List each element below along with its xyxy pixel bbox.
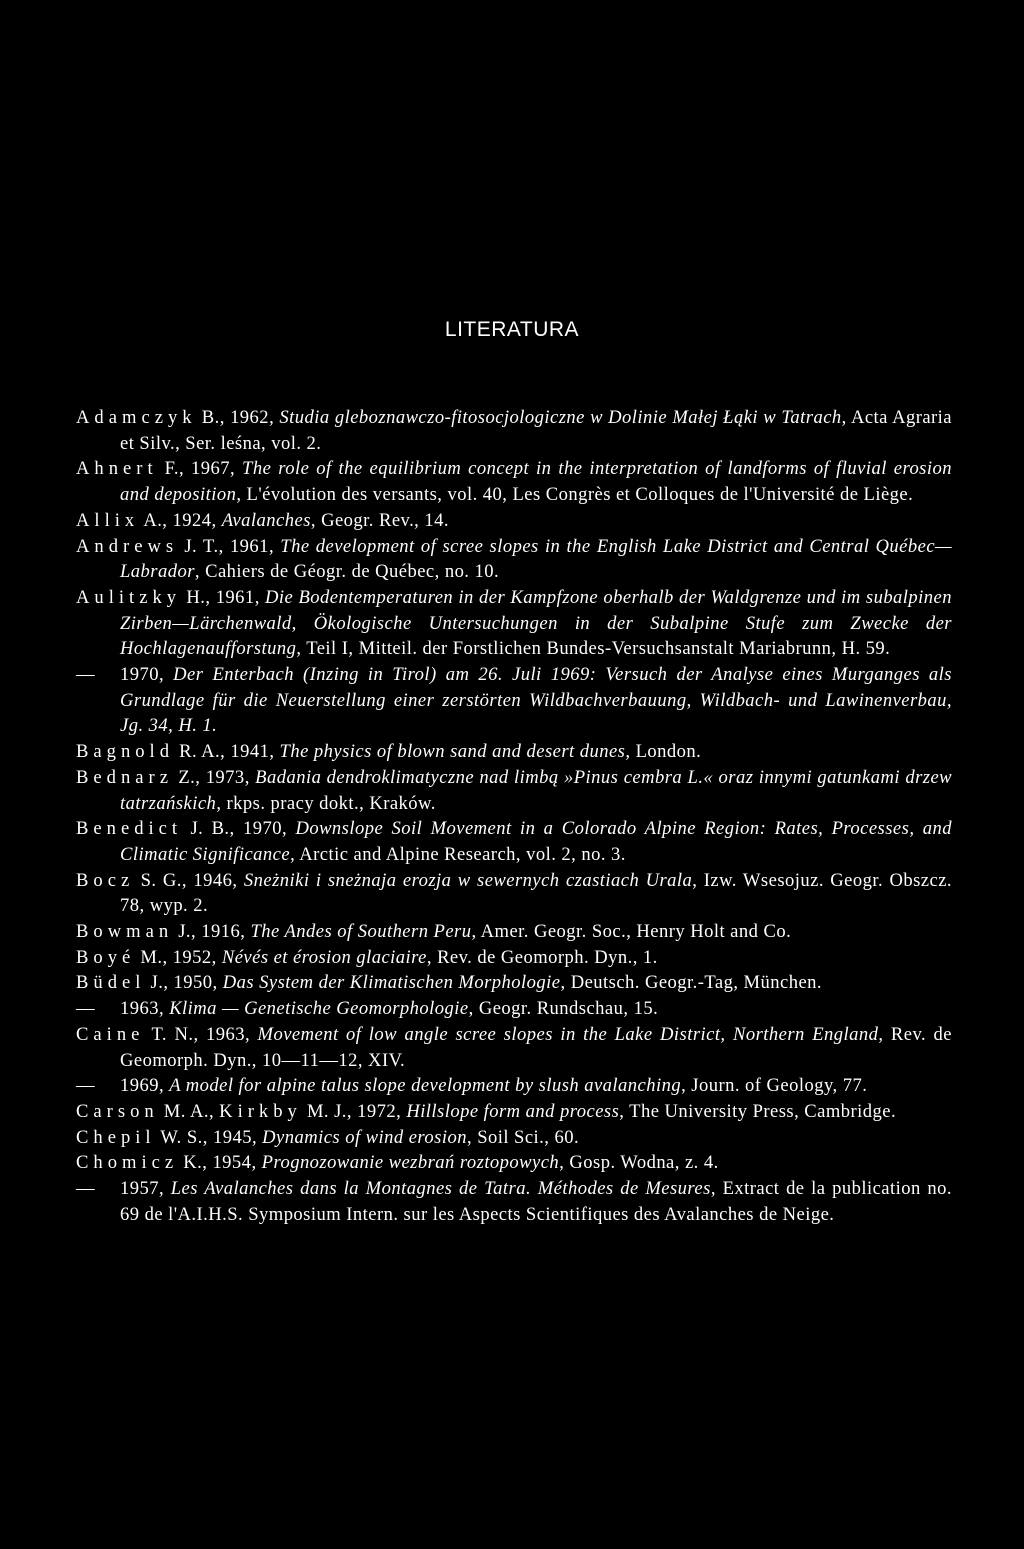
author-initials: T. N. xyxy=(151,1023,194,1045)
reference-entry: Chepil W. S., 1945, Dynamics of wind erosion, Soil Sci., 60. xyxy=(76,1126,580,1148)
author-name: Allix xyxy=(76,509,140,531)
author-name: Bagnold xyxy=(76,741,175,763)
year: 1972 xyxy=(357,1100,397,1122)
work-title: Das System der Klimatischen Morphologie xyxy=(222,972,561,994)
author-initials: J. T. xyxy=(184,535,219,557)
reference-entry: Chomicz K., 1954, Prognozowanie wezbrań roztopowych, Gosp. Wodna, z. 4. xyxy=(76,1152,719,1174)
source: Wildbach- und Lawinenverbau, Jg. 34, H. 1. xyxy=(120,689,952,737)
year: 1970 xyxy=(120,664,159,686)
ditto-dash: — xyxy=(76,998,96,1020)
year: 1946 xyxy=(193,869,233,891)
author-name: Kirkby xyxy=(219,1100,302,1122)
source: Cahiers de Géogr. de Québec, no. 10. xyxy=(205,561,500,583)
work-title: Sneżniki i sneżnaja erozja w sewernych czastiach Urala xyxy=(243,869,693,891)
year: 1973 xyxy=(205,766,245,788)
year: 1967 xyxy=(191,458,231,480)
author-initials: R. A. xyxy=(179,741,221,763)
year: 1957 xyxy=(120,1178,159,1200)
work-title: Badania dendroklimatyczne nad limbą »Pinus cembra L.« oraz innymi gatunkami drzew tatrzańskich xyxy=(120,766,952,814)
author-initials: J. B. xyxy=(190,818,230,840)
source: The University Press, Cambridge. xyxy=(629,1100,897,1122)
work-title: Der Enterbach (Inzing in Tirol) am 26. Juli 1969: Versuch der Analyse eines Murganges als Grundlage für die Neuerstellung einer zerstörten Wildbachverbauung xyxy=(120,664,952,711)
source: Gosp. Wodna, z. 4. xyxy=(569,1152,719,1174)
author-initials: K. xyxy=(183,1152,203,1174)
reference-entry: — 1969, A model for alpine talus slope development by slush avalanching, Journ. of Geology, 77. xyxy=(76,1073,952,1099)
work-title: The role of the equilibrium concept in the interpretation of landforms of fluvial erosion and deposition xyxy=(120,458,952,506)
year: 1961 xyxy=(215,586,255,608)
author-name: Carson xyxy=(76,1100,159,1122)
reference-entry: Adamczyk B., 1962, Studia gleboznawczo-fitosocjologiczne w Dolinie Małej Łąki w Tatrach, Acta Agraria et Silv., Ser. leśna, vol. 2. xyxy=(76,407,952,454)
work-title: Avalanches xyxy=(221,509,311,531)
author-name: Bocz xyxy=(76,869,135,891)
source: Arctic and Alpine Research, vol. 2, no. 3. xyxy=(299,843,626,865)
reference-entry: Bednarz Z., 1973, Badania dendroklimatyczne nad limbą »Pinus cembra L.« oraz innymi gatunkami drzew tatrzańskich, rkps. pracy dokt., Kraków. xyxy=(76,766,952,814)
ditto-dash: — xyxy=(76,664,96,686)
author-initials: B. xyxy=(201,407,220,428)
work-title: A model for alpine talus slope development by slush avalanching xyxy=(169,1075,682,1097)
author-name: Bowman xyxy=(76,921,174,943)
source: L'évolution des versants, vol. 40, Les Congrès et Colloques de l'Université de Liège. xyxy=(246,484,914,506)
work-title: Movement of low angle scree slopes in the Lake District, Northern England xyxy=(257,1023,879,1045)
author-name: Chepil xyxy=(76,1126,156,1148)
author-name: Adamczyk xyxy=(76,407,197,428)
year: 1916 xyxy=(201,921,241,943)
source: Geogr. Rev., 14. xyxy=(321,509,449,531)
source: Izw. Wsesojuz. Geogr. Obszcz. 78, wyp. 2. xyxy=(120,869,953,917)
reference-entry: Ahnert F., 1967, The role of the equilibrium concept in the interpretation of landforms of fluvial erosion and deposition, L'évolution des versants, vol. 40, Les Congrès et Colloques de l'Université de Liège. xyxy=(76,458,952,506)
reference-entry: Andrews J. T., 1961, The development of scree slopes in the English Lake District and Central Québec—Labrador, Cahiers de Géogr. de Québec, no. 10. xyxy=(76,535,953,583)
work-title: Studia gleboznawczo-fitosocjologiczne w Dolinie Małej Łąki w Tatrach xyxy=(279,407,842,428)
author-initials: A. xyxy=(143,509,163,531)
year: 1961 xyxy=(229,535,269,557)
reference-entry: Aulitzky H., 1961, Die Bodentemperaturen in der Kampfzone oberhalb der Waldgrenze und im subalpinen Zirben—Lärchenwald, Ökologische Untersuchungen in der Subalpine Stufe zum Zwecke der Hochlagenaufforstung, Teil I, Mitteil. der Forstlichen Bundes-Versuchsanstalt Mariabrunn, H. 59. xyxy=(76,586,952,660)
source: Geogr. Rundschau, 15. xyxy=(478,998,659,1020)
source: rkps. pracy dokt., Kraków. xyxy=(226,792,436,814)
work-title: Les Avalanches dans la Montagnes de Tatra. Méthodes de Mesures xyxy=(170,1178,711,1200)
source: Journ. of Geology, 77. xyxy=(691,1075,868,1097)
year: 1945 xyxy=(212,1126,252,1148)
source: London. xyxy=(635,741,702,763)
author-initials: S. G. xyxy=(140,869,182,891)
reference-entry: Allix A., 1924, Avalanches, Geogr. Rev., 14. xyxy=(76,509,449,531)
author-initials: J. xyxy=(178,921,192,943)
work-title: The Andes of Southern Peru xyxy=(250,921,472,943)
year: 1924 xyxy=(172,509,212,531)
author-initials: M. J. xyxy=(306,1100,347,1122)
year: 1962 xyxy=(230,407,270,428)
work-title: Prognozowanie wezbrań roztopowych xyxy=(261,1152,560,1174)
source: Teil I, Mitteil. der Forstlichen Bundes-Versuchsanstalt Mariabrunn, H. 59. xyxy=(306,638,891,660)
year: 1970 xyxy=(243,818,282,840)
author-name: Aulitzky xyxy=(76,586,182,608)
year: 1969 xyxy=(120,1075,159,1097)
source: Amer. Geogr. Soc., Henry Holt and Co. xyxy=(480,921,792,943)
author-initials: Z. xyxy=(178,766,196,788)
year: 1963 xyxy=(120,998,159,1020)
reference-entry: Boyé M., 1952, Névés et érosion glaciaire, Rev. de Geomorph. Dyn., 1. xyxy=(76,946,658,968)
year: 1950 xyxy=(173,972,213,994)
author-initials: M. xyxy=(140,946,163,968)
author-name: Ahnert xyxy=(76,458,158,480)
author-name: Chomicz xyxy=(76,1152,179,1174)
reference-entry: Benedict J. B., 1970, Downslope Soil Movement in a Colorado Alpine Region: Rates, Processes, and Climatic Significance, Arctic and Alpine Research, vol. 2, no. 3. xyxy=(76,818,953,865)
source: Extract de la publication no. 69 de l'A.I.H.S. Symposium Intern. sur les Aspects Scientifiques des Avalanches de Neige. xyxy=(120,1178,952,1225)
author-name: Boyé xyxy=(76,946,136,968)
reference-entry: Büdel J., 1950, Das System der Klimatischen Morphologie, Deutsch. Geogr.-Tag, München. xyxy=(76,972,823,994)
author-initials: H. xyxy=(186,586,206,608)
source: Deutsch. Geogr.-Tag, München. xyxy=(570,972,823,994)
ditto-dash: — xyxy=(76,1075,96,1097)
reference-entry: Carson M. A., Kirkby M. J., 1972, Hillslope form and process, The University Press, Cambridge. xyxy=(76,1100,897,1122)
author-name: Andrews xyxy=(76,535,179,557)
author-initials: M. A. xyxy=(163,1100,209,1122)
year: 1954 xyxy=(212,1152,252,1174)
author-name: Büdel xyxy=(76,972,146,994)
source: Soil Sci., 60. xyxy=(477,1126,580,1148)
author-name: Benedict xyxy=(76,818,183,840)
work-title: The physics of blown sand and desert dunes xyxy=(279,741,626,763)
source: Acta Agraria et Silv., Ser. leśna, vol. 2. xyxy=(120,407,952,454)
source: Rev. de Geomorph. Dyn., 1. xyxy=(437,946,658,968)
year: 1963 xyxy=(205,1023,245,1045)
work-title: Klima — Genetische Geomorphologie xyxy=(169,998,469,1020)
reference-entry: — 1963, Klima — Genetische Geomorphologie, Geogr. Rundschau, 15. xyxy=(76,996,952,1022)
work-title: The development of scree slopes in the English Lake District and Central Québec—Labrador xyxy=(120,535,953,583)
reference-entry: — 1957, Les Avalanches dans la Montagnes de Tatra. Méthodes de Mesures, Extract de la publication no. 69 de l'A.I.H.S. Symposium Intern. sur les Aspects Scientifiques des Avalanches de Neige. xyxy=(76,1178,952,1225)
reference-entry: — 1970, Der Enterbach (Inzing in Tirol) am 26. Juli 1969: Versuch der Analyse eines Murganges als Grundlage für die Neuerstellung einer zerstörten Wildbachverbauung, Wildbach- und Lawinenverbau, Jg. 34, H. 1. xyxy=(76,664,952,737)
work-title: Die Bodentemperaturen in der Kampfzone oberhalb der Waldgrenze und im subalpinen Zirben—Lärchenwald, Ökologische Untersuchungen in der Subalpine Stufe zum Zwecke der Hochlagenaufforstung xyxy=(120,586,952,660)
author-name: Caine xyxy=(76,1023,145,1045)
reference-entry: Bagnold R. A., 1941, The physics of blown sand and desert dunes, London. xyxy=(76,741,702,763)
reference-entry: Bowman J., 1916, The Andes of Southern Peru, Amer. Geogr. Soc., Henry Holt and Co. xyxy=(76,921,792,943)
reference-entry: Bocz S. G., 1946, Sneżniki i sneżnaja erozja w sewernych czastiach Urala, Izw. Wsesojuz. Geogr. Obszcz. 78, wyp. 2. xyxy=(76,869,953,917)
page-title: LITERATURA xyxy=(444,318,580,341)
reference-list xyxy=(76,405,952,1228)
work-title: Névés et érosion glaciaire xyxy=(221,946,427,968)
author-name: Bednarz xyxy=(76,766,173,788)
work-title: Downslope Soil Movement in a Colorado Alpine Region: Rates, Processes, and Climatic Significance xyxy=(120,818,953,865)
ditto-dash: — xyxy=(76,1178,96,1200)
year: 1952 xyxy=(172,946,212,968)
year: 1941 xyxy=(230,741,270,763)
author-initials: W. S. xyxy=(160,1126,203,1148)
work-title: Dynamics of wind erosion xyxy=(262,1126,467,1148)
work-title: Hillslope form and process xyxy=(406,1100,620,1122)
author-initials: J. xyxy=(150,972,164,994)
reference-entry: Caine T. N., 1963, Movement of low angle scree slopes in the Lake District, Northern England, Rev. de Geomorph. Dyn., 10—11—12, XIV. xyxy=(76,1023,952,1071)
source: Rev. de Geomorph. Dyn., 10—11—12, XIV. xyxy=(120,1023,952,1071)
author-initials: F. xyxy=(164,458,179,480)
